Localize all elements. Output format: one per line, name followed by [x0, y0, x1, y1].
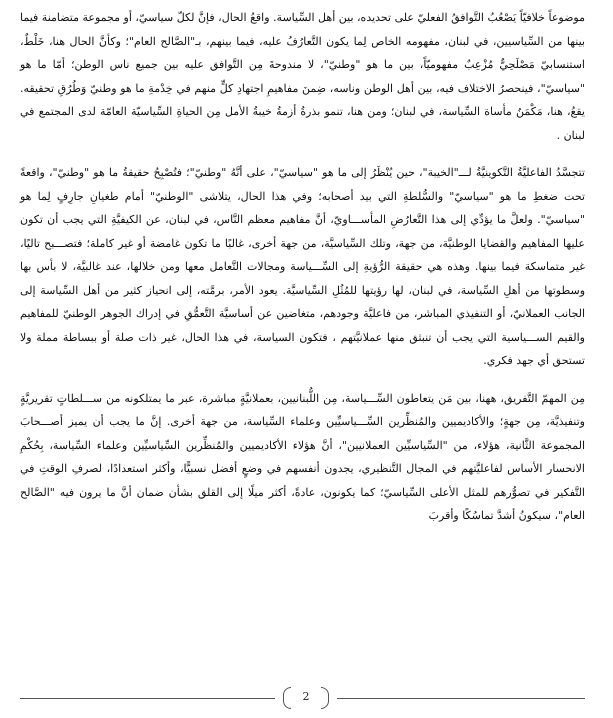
- footer-rule-right: [337, 698, 585, 699]
- page-footer: [0, 685, 613, 713]
- body-text: [20, 6, 585, 542]
- paragraph-3: مِن المهمّ التَّفريق، ههنا، بين مَن يتعاطون السِّـــياسة، مِن اللُّبنانيين، بعملانيَّةٍ مباشرة، عبر ما يمتلكونه من ســـلطاتٍ تقريريَّةٍ وتنفيذيَّة، مِن جهةٍ؛ والأكاديميين والمُنظِّرين السِّـــياسيِّين وعلماء السِّياسة، من جهة أخرى. إنَّ ما يجب أن يميز أصـــحابَ المجموعة الثَّانية، هؤلاء، من "السِّياسيِّين العملانيين"، أنَّ هؤلاء الأكاديميين والمُنظِّرين السِّياسيِّين وعلماء السِّياسة، بِحُكْمِ الانحسار الأساس لفاعليَّتهم في المجال التَّنظيري، يجدون أنفسهم في وضعٍ أفضل نسبيًّا، وأكثر استعدادًا، لصرفِ الوقتِ في التَّفكير في تصوُّرهم للمثل الأعلى السِّياسيّ؛ كما يكونون، عادةً، أكثر ميلًا إلى القلق بشأن ضمان أنَّ ما يرون فيه "الصَّالح العام"، سيكونُ أشدَّ تماسُكًا وأقربَ: [20, 391, 585, 522]
- page-number-frame: [283, 687, 329, 709]
- paragraph-1: موضوعاً خلافيّاً يَصْعُبُ التَّوافقُ الفعليّ على تحديده، بين أهل السِّياسة. واقعُ الحال، فإنَّ لكلّ سياسيّ، أو مجموعة متضامنة فيما بينها من السِّياسيين، في لبنان، مفهومه الخاص لِما يكون التَّعارُفُ عليه، فيما بينهم، بـ"الصَّالح العام"؛ وكأنَّ الحال هنا، خَلْطٌ، استنسابيّ مَصْلَحِيٌّ مُزْعِبٌ مفهوميّاً، بين ما هو "وطنيّ"، لا مندوحةَ مِن التَّوافق عليه بين جميع ناس الوطن؛ أمّا ما هو "سياسيّ"، فينحصرُ الاختلاف فيه، بين أهل الوطن وناسه، ضِمنَ مفاهيمِ اجتهادِ كلٍّ منهم في خِدْمةِ ما هو وطنيّ وَطُرُقِ تحقيقه. يقعُ، هنا، مَكْمَنُ مأساة السِّياسة، في لبنان؛ ومن هنا، تنمو بذرةُ أزمةُ خيبةُ الأمل مِن الحياةِ السِّياسيّة العامّة لدى المجتمع في لبنان .: [20, 11, 585, 142]
- paragraph-2: تتجسَّدُ الفاعليَّةُ التَّكوينيَّةُ لـــ"الخيبة"، حين يُنْظَرُ إلى ما هو "سياسيّ"، على أنَّهُ "وطنيّ"؛ فتُصْبِحُ حقيقةُ ما هو "وطنيّ"، واقعةً تحت ضغطِ ما هو "سياسيّ" والسُّلطةِ التي بيد أصحابه؛ وفي هذا الحال، يتلاشى "الوطنيّ" أمام طغيانِ جارِفٍ لِما هو "سياسيّ". ولعلَّ ما يؤدِّي إلى هذا التَّعارُضِ المأســـاويّ، أنَّ مفاهيم معظم النَّاس، في لبنان، عن الكيفيَّةِ التي يجب أن تكون عليها المفاهيم والقضايا الوطنيَّة، من جهة، وتلك السِّياسيَّة، من جهة أخرى، غالبًا ما تكون غامضة أو غير كاملة؛ فتصـــبح تاليًا، غير متماسكة فيما بينها. وهذه هي حقيقة الرُّؤيةِ إلى السِّـــياسة ومجالات التَّعامل معها ومن خلالها، عند غالبيَّة، لا بأس بها وسطوتها من أهلِ السِّياسة، في لبنان، لها رؤيتها للمُثُلِ السِّياسيَّة. يعود الأمر، برمَّته، إلى انحياز كثير من أهل السِّياسة إلى الجانب العملانيّ، أو التنفيذي المباشر، من فاعليَّة وجودهم، متغاضين عن أساسيَّة التَّعمُّقِ في إدراك الجوهر الوطنيّ للمفاهيم والقيم الســـياسية التي يجب أن تنبثق منها عملانيَّتهم ، فتكون السياسة، في هذا الحال، غير ذات صلة أو ببساطة مملة ولا تستحق أي جهد فكري.: [20, 166, 585, 367]
- right-bracket-icon: [321, 687, 329, 709]
- page-number: 2: [302, 690, 310, 703]
- footer-rule-left: [20, 698, 275, 699]
